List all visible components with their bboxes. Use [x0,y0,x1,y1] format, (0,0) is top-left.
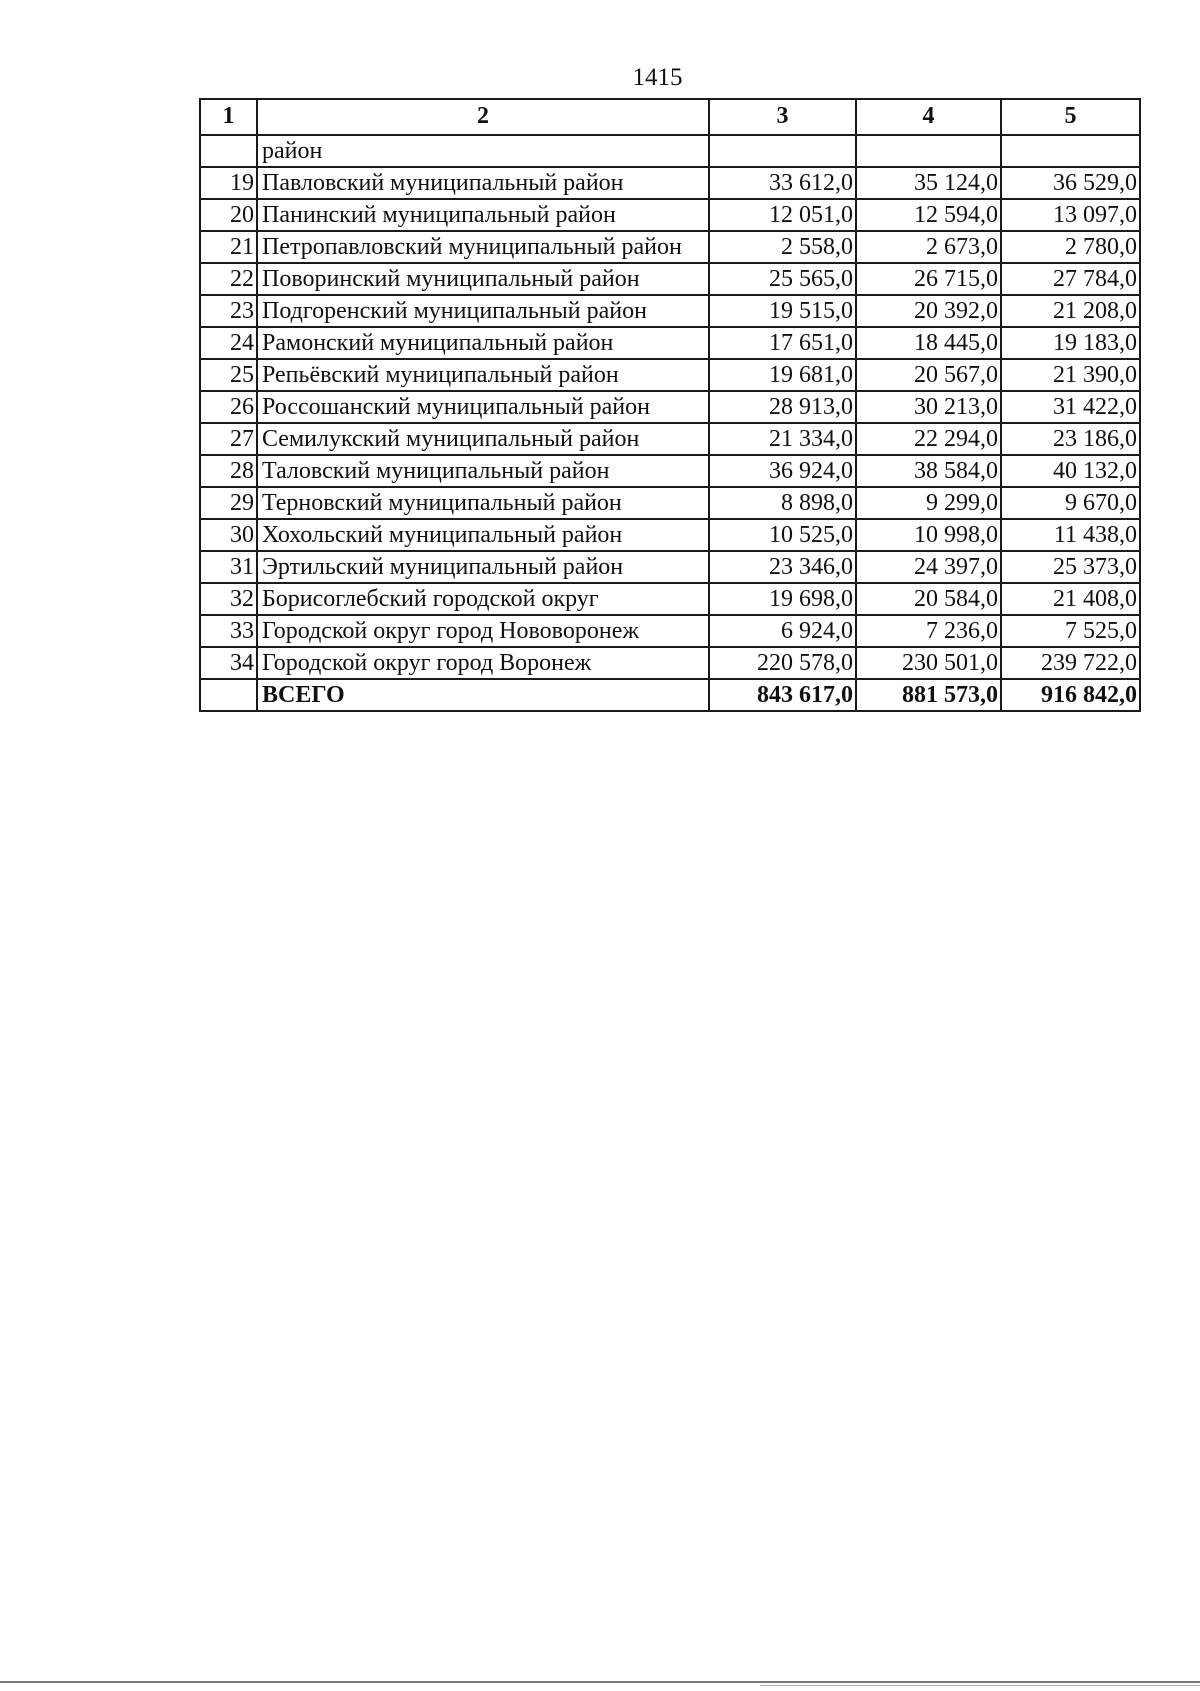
table-row [200,647,1140,679]
municipality-name: Хохольский муниципальный район [257,519,709,551]
table-row [200,615,1140,647]
row-number: 30 [200,519,257,551]
municipality-name: Поворинский муниципальный район [257,263,709,295]
value-col-4: 35 124,0 [856,167,1001,199]
table-row [200,327,1140,359]
value-col-3: 10 525,0 [709,519,856,551]
row-number: 19 [200,167,257,199]
value-col-5: 19 183,0 [1001,327,1140,359]
table-row [200,423,1140,455]
municipality-name: Панинский муниципальный район [257,199,709,231]
table-row [200,199,1140,231]
table-row [200,519,1140,551]
table-row [200,295,1140,327]
value-col-4: 24 397,0 [856,551,1001,583]
municipality-name: Россошанский муниципальный район [257,391,709,423]
value-col-3: 19 515,0 [709,295,856,327]
value-col-5: 11 438,0 [1001,519,1140,551]
row-number: 20 [200,199,257,231]
value-col-4: 12 594,0 [856,199,1001,231]
table-row [200,455,1140,487]
municipality-name: Таловский муниципальный район [257,455,709,487]
value-col-4: 20 584,0 [856,583,1001,615]
value-col-5: 40 132,0 [1001,455,1140,487]
total-label: ВСЕГО [257,679,709,711]
header-col-4: 4 [856,99,1001,135]
row-number: 28 [200,455,257,487]
municipality-name: Подгоренский муниципальный район [257,295,709,327]
row-number [200,135,257,167]
municipality-name: Терновский муниципальный район [257,487,709,519]
municipality-name: Городской округ город Нововоронеж [257,615,709,647]
row-number: 26 [200,391,257,423]
value-col-4: 7 236,0 [856,615,1001,647]
value-col-4: 18 445,0 [856,327,1001,359]
value-col-5 [1001,135,1140,167]
value-col-4: 230 501,0 [856,647,1001,679]
value-col-5: 21 408,0 [1001,583,1140,615]
row-number: 25 [200,359,257,391]
total-col-3: 843 617,0 [709,679,856,711]
total-col-4: 881 573,0 [856,679,1001,711]
municipality-name: Репьёвский муниципальный район [257,359,709,391]
value-col-3: 8 898,0 [709,487,856,519]
row-number: 23 [200,295,257,327]
value-col-5: 13 097,0 [1001,199,1140,231]
municipality-name: Городской округ город Воронеж [257,647,709,679]
value-col-3: 33 612,0 [709,167,856,199]
value-col-4: 26 715,0 [856,263,1001,295]
table-row [200,487,1140,519]
table-row [200,231,1140,263]
value-col-3: 36 924,0 [709,455,856,487]
table-row [200,359,1140,391]
value-col-3 [709,135,856,167]
municipality-name: район [257,135,709,167]
value-col-5: 2 780,0 [1001,231,1140,263]
municipality-name: Петропавловский муниципальный район [257,231,709,263]
row-number: 32 [200,583,257,615]
value-col-4: 38 584,0 [856,455,1001,487]
value-col-5: 25 373,0 [1001,551,1140,583]
row-number: 34 [200,647,257,679]
value-col-4: 10 998,0 [856,519,1001,551]
row-number: 21 [200,231,257,263]
value-col-3: 25 565,0 [709,263,856,295]
row-number: 33 [200,615,257,647]
value-col-3: 12 051,0 [709,199,856,231]
total-col-5: 916 842,0 [1001,679,1140,711]
header-col-1: 1 [200,99,257,135]
scan-edge-line [0,1681,1200,1683]
value-col-4: 20 392,0 [856,295,1001,327]
value-col-5: 31 422,0 [1001,391,1140,423]
header-col-3: 3 [709,99,856,135]
value-col-3: 6 924,0 [709,615,856,647]
value-col-5: 21 208,0 [1001,295,1140,327]
row-number [200,679,257,711]
value-col-3: 220 578,0 [709,647,856,679]
value-col-3: 28 913,0 [709,391,856,423]
value-col-4: 9 299,0 [856,487,1001,519]
municipality-name: Павловский муниципальный район [257,167,709,199]
row-number: 22 [200,263,257,295]
value-col-5: 27 784,0 [1001,263,1140,295]
table-row [200,135,1140,167]
total-row [200,679,1140,711]
value-col-3: 17 651,0 [709,327,856,359]
municipality-name: Семилукский муниципальный район [257,423,709,455]
table-row [200,263,1140,295]
value-col-5: 21 390,0 [1001,359,1140,391]
municipality-name: Борисоглебский городской округ [257,583,709,615]
value-col-4 [856,135,1001,167]
value-col-3: 2 558,0 [709,231,856,263]
value-col-3: 21 334,0 [709,423,856,455]
header-col-5: 5 [1001,99,1140,135]
value-col-5: 36 529,0 [1001,167,1140,199]
value-col-3: 23 346,0 [709,551,856,583]
row-number: 27 [200,423,257,455]
table-row [200,167,1140,199]
row-number: 31 [200,551,257,583]
value-col-4: 30 213,0 [856,391,1001,423]
municipality-name: Эртильский муниципальный район [257,551,709,583]
row-number: 29 [200,487,257,519]
table-row [200,583,1140,615]
value-col-5: 7 525,0 [1001,615,1140,647]
value-col-4: 20 567,0 [856,359,1001,391]
header-col-2: 2 [257,99,709,135]
table-header-row [200,99,1140,135]
value-col-3: 19 681,0 [709,359,856,391]
value-col-3: 19 698,0 [709,583,856,615]
value-col-5: 9 670,0 [1001,487,1140,519]
value-col-5: 239 722,0 [1001,647,1140,679]
value-col-4: 2 673,0 [856,231,1001,263]
scan-edge-line [760,1685,1200,1686]
page-number: 1415 [632,64,683,91]
table-row [200,391,1140,423]
municipality-name: Рамонский муниципальный район [257,327,709,359]
budget-table [199,98,1141,712]
table-row [200,551,1140,583]
value-col-4: 22 294,0 [856,423,1001,455]
value-col-5: 23 186,0 [1001,423,1140,455]
row-number: 24 [200,327,257,359]
